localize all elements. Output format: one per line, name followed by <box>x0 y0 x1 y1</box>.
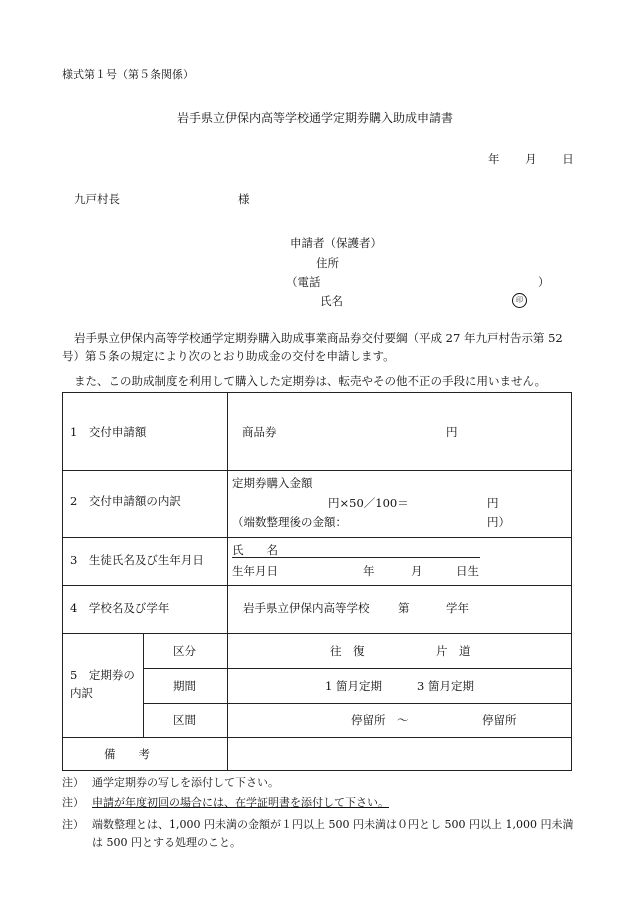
row3-day: 日生 <box>456 564 479 578</box>
row5-sub3: 区間 <box>173 713 196 727</box>
row6-label: 備 考 <box>104 747 150 761</box>
table-border-bottom <box>62 770 572 771</box>
note-mark: 注） <box>62 796 84 809</box>
note-3 <box>62 816 582 851</box>
row4-dai: 第 <box>398 601 410 615</box>
student-name-underline <box>232 557 480 558</box>
row-divider <box>143 668 572 669</box>
row5-sub2: 期間 <box>173 679 196 693</box>
row2-formula: 円×50／100＝ <box>328 496 409 510</box>
row3-name-label: 氏 名 <box>232 543 278 557</box>
row1-unit: 円 <box>446 425 458 439</box>
seal-mark: 印 <box>512 293 527 308</box>
row4-label: 4 学校名及び学年 <box>70 601 170 615</box>
row3-birth-label: 生年月日 <box>232 564 278 578</box>
note-1 <box>62 776 582 791</box>
row5-sub1: 区分 <box>173 644 196 658</box>
application-statement: 岩手県立伊保内高等学校通学定期券購入助成事業商品券交付要綱（平成 27 年九戸村告示第 52 号）第５条の規定により次のとおり助成金の交付を申請します。 <box>62 331 563 363</box>
note-mark: 注） <box>62 818 84 831</box>
row5-sub1-opt1: 往 復 <box>330 644 365 658</box>
row2-unit1: 円 <box>487 496 499 510</box>
row4-school: 岩手県立伊保内高等学校 <box>243 601 370 615</box>
row5-sub3-from: 停留所 ～ <box>351 713 409 727</box>
applicant-label: 申請者（保護者） <box>290 236 382 250</box>
row1-label: 1 交付申請額 <box>70 425 147 439</box>
document-title: 岩手県立伊保内高等学校通学定期券購入助成申請書 <box>176 111 453 125</box>
row2-rounding: （端数整理後の金額： <box>232 515 347 529</box>
note-text: 通学定期券の写しを添付して下さい。 <box>92 776 279 789</box>
row5-sub1-opt2: 片 道 <box>436 644 471 658</box>
note-mark: 注） <box>62 776 84 789</box>
row5-sub2-opt2: 3 箇月定期 <box>417 679 474 693</box>
applicant-name-label: 氏名 <box>320 294 343 308</box>
row-divider <box>62 737 572 738</box>
table-border-top <box>62 392 572 393</box>
row-divider <box>62 585 572 586</box>
row3-year: 年 <box>363 564 375 578</box>
note-text: 申請が年度初回の場合には、在学証明書を添付して下さい。 <box>92 796 389 809</box>
row5-label-line1: 5 定期券の <box>70 668 135 682</box>
row2-line1: 定期券購入金額 <box>232 476 313 490</box>
row3-label: 3 生徒氏名及び生年月日 <box>70 553 204 567</box>
addressee-name: 九戸村長 <box>74 192 120 206</box>
addressee-honorific: 様 <box>238 192 250 206</box>
table-border-left <box>62 392 63 771</box>
form-number: 様式第１号（第５条関係） <box>62 68 194 81</box>
note-2 <box>62 796 582 811</box>
row-divider <box>62 537 572 538</box>
row3-month: 月 <box>411 564 423 578</box>
pledge-statement: また、この助成制度を利用して購入した定期券は、転売やその他不正の手段に用いません。 <box>74 374 547 388</box>
note-text: 端数整理とは、1,000 円未満の金額が１円以上 500 円未満は０円とし 500 円以上 1,000 円未満は 500 円とする処理のこと。 <box>92 818 574 849</box>
table-border-right <box>571 392 572 771</box>
column-divider <box>227 392 228 771</box>
row1-value-label: 商品券 <box>242 425 277 439</box>
row5-sub3-to: 停留所 <box>482 713 517 727</box>
row5-sub2-opt1: 1 箇月定期 <box>325 679 382 693</box>
column-divider <box>143 633 144 737</box>
date-line: 年 月 日 <box>488 152 574 166</box>
row2-unit2: 円） <box>487 515 510 529</box>
row-divider <box>62 470 572 471</box>
row5-label-line2: 内訳 <box>70 686 93 700</box>
row-divider <box>143 703 572 704</box>
row-divider <box>62 633 572 634</box>
applicant-tel-open: （電話 <box>286 275 321 289</box>
row4-grade: 学年 <box>446 601 469 615</box>
row2-label: 2 交付申請額の内訳 <box>70 494 181 508</box>
applicant-tel-close: ） <box>538 275 550 289</box>
applicant-address-label: 住所 <box>316 256 339 270</box>
